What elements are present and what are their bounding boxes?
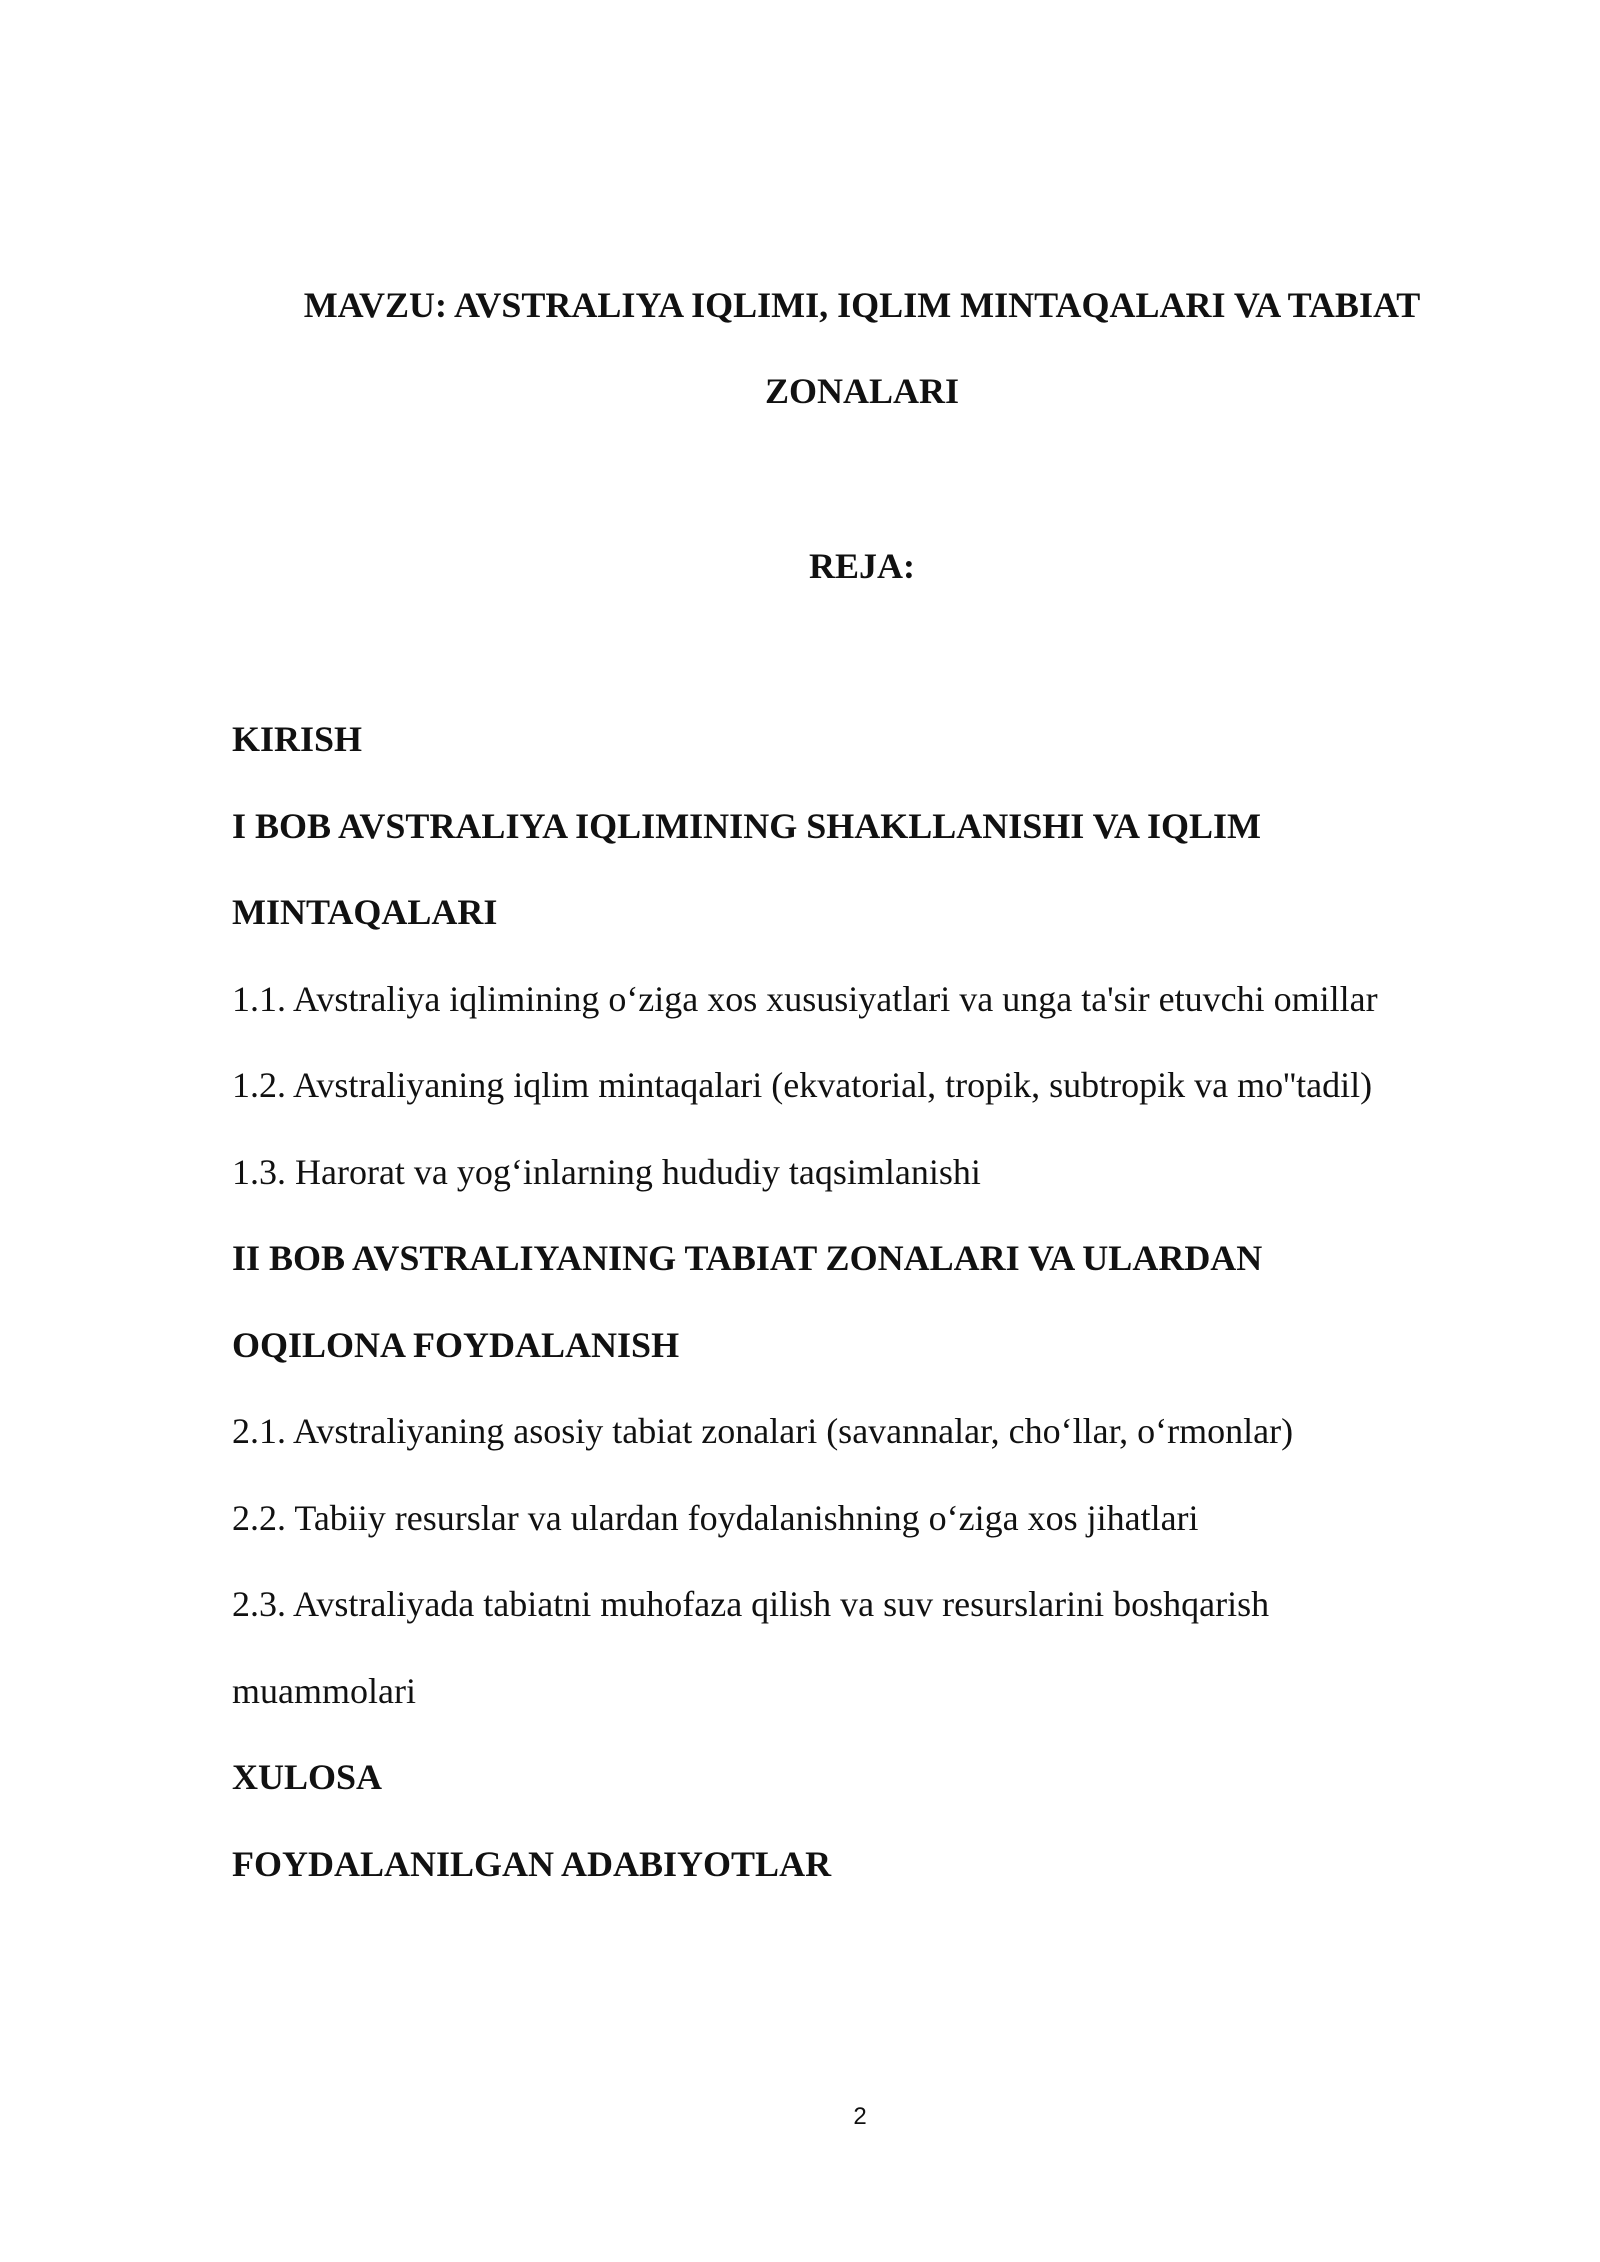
toc-line: 2.2. Tabiiy resurslar va ulardan foydalanishning o‘ziga xos jihatlari (232, 1497, 1199, 1538)
toc-line: 1.3. Harorat va yog‘inlarning hududiy taqsimlanishi (232, 1151, 981, 1192)
page-number: 2 (853, 2103, 867, 2130)
table-of-contents (232, 696, 1492, 1907)
document-title (232, 262, 1492, 434)
toc-line: I BOB AVSTRALIYA IQLIMINING SHAKLLANISHI VA IQLIM (232, 805, 1262, 846)
toc-line: 2.1. Avstraliyaning asosiy tabiat zonalari (savannalar, cho‘llar, o‘rmonlar) (232, 1411, 1294, 1451)
toc-line: XULOSA (232, 1757, 383, 1797)
toc-line: 2.3. Avstraliyada tabiatni muhofaza qilish va suv resurslarini boshqarish (232, 1584, 1270, 1624)
toc-line: muammolari (232, 1670, 416, 1711)
title-line-2: ZONALARI (764, 371, 960, 411)
toc-line: FOYDALANILGAN ADABIYOTLAR (232, 1843, 832, 1884)
title-line-1: MAVZU: AVSTRALIYA IQLIMI, IQLIM MINTAQALARI VA TABIAT (303, 285, 1421, 325)
toc-line: II BOB AVSTRALIYANING TABIAT ZONALARI VA ULARDAN (232, 1238, 1263, 1278)
toc-line: OQILONA FOYDALANISH (232, 1324, 680, 1365)
plan-heading: REJA: (809, 546, 915, 586)
toc-line: MINTAQALARI (232, 892, 498, 932)
toc-line: 1.1. Avstraliya iqlimining o‘ziga xos xususiyatlari va unga ta'sir etuvchi omillar (232, 978, 1378, 1019)
toc-line: 1.2. Avstraliyaning iqlim mintaqalari (ekvatorial, tropik, subtropik va mo''tadil) (232, 1065, 1373, 1105)
toc-line: KIRISH (232, 719, 363, 759)
